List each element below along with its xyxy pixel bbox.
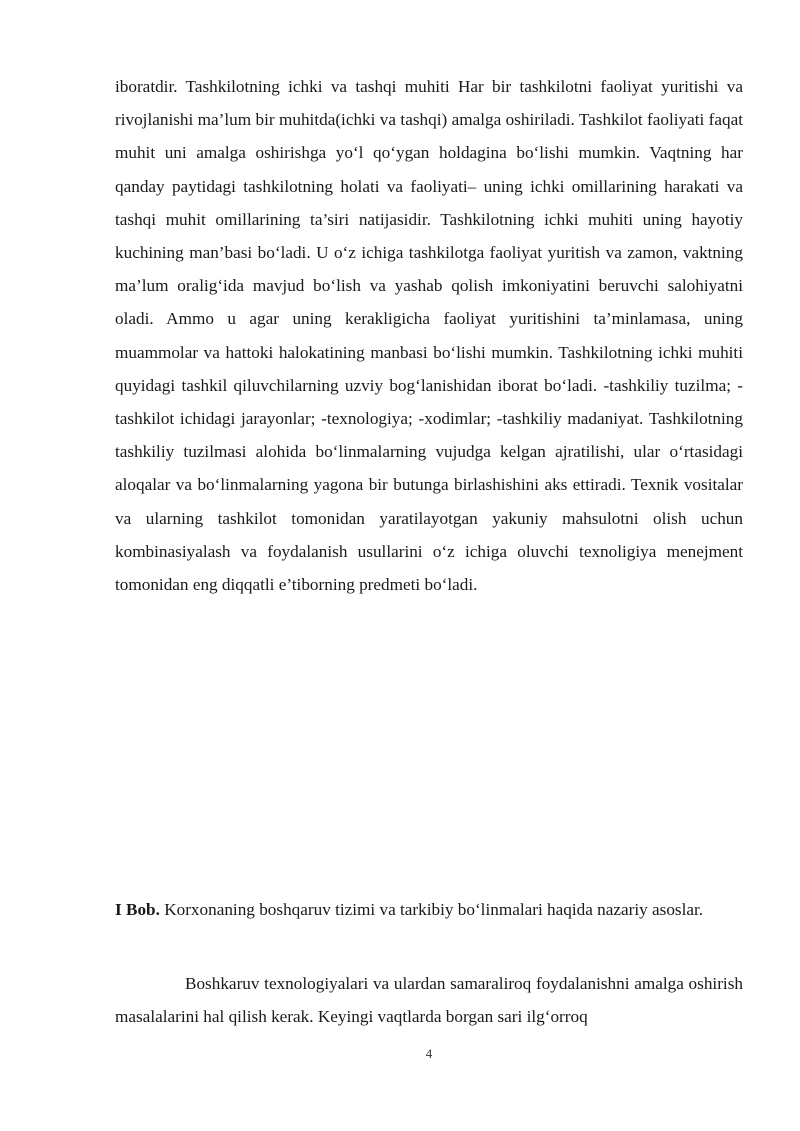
chapter-label: I Bob. <box>115 900 160 919</box>
page-number: 4 <box>425 1046 433 1061</box>
chapter-heading <box>115 893 743 926</box>
body-paragraph: Boshkaruv texnologiyalari va ulardan samaraliroq foydalanishni amalga oshirish masalalarini hal qilish kerak. Keyingi vaqtlarda borgan sari ilg‘orroq <box>115 974 743 1027</box>
intro-paragraph: iboratdir. Tashkilotning ichki va tashqi muhiti Har bir tashkilotni faoliyat yuritishi va rivojlanishi ma’lum bir muhitda(ichki va tashqi) amalga oshiriladi. Tashkilot faoliyati faqat muhit uni amalga oshirishga yo‘l qo‘ygan holdagina bo‘lishi mumkin. Vaqtning har qanday paytidagi tashkilotning holati va faoliyati– uning ichki omillarining harakati va tashqi muhit omillarining ta’siri natijasidir. Tashkilotning ichki muhiti uning hayotiy kuchining man’basi bo‘ladi. U o‘z ichiga tashkilotga faoliyat yuritish va zamon, vaktning ma’lum oralig‘ida mavjud bo‘lish va yashab qolish imkoniyatini beruvchi salohiyatni oladi. Ammo u agar uning kerakligicha faoliyat yuritishini ta’minlamasa, uning muammolar va hattoki halokatining manbasi bo‘lishi mumkin. Tashkilotning ichki muhiti quyidagi tashkil qiluvchilarning uzviy bog‘lanishidan iborat bo‘ladi. -tashkiliy tuzilma; -tashkilot ichidagi jarayonlar; -texnologiya; -xodimlar; -tashkiliy madaniyat. Tashkilotning tashkiliy tuzilmasi alohida bo‘linmalarning vujudga kelgan ajratilishi, ular o‘rtasidagi aloqalar va bo‘linmalarning yagona bir butunga birlashishini aks ettiradi. Texnik vositalar va ularning tashkilot tomonidan yaratilayotgan yakuniy mahsulotni olish uchun kombinasiyalash va foydalanish usullarini o‘z ichiga oluvchi texnoligiya menejment tomonidan eng diqqatli e’tiborning predmeti bo‘ladi. <box>115 77 743 595</box>
chapter-title: Korxonaning boshqaruv tizimi va tarkibiy bo‘linmalari haqida nazariy asoslar. <box>159 900 704 919</box>
